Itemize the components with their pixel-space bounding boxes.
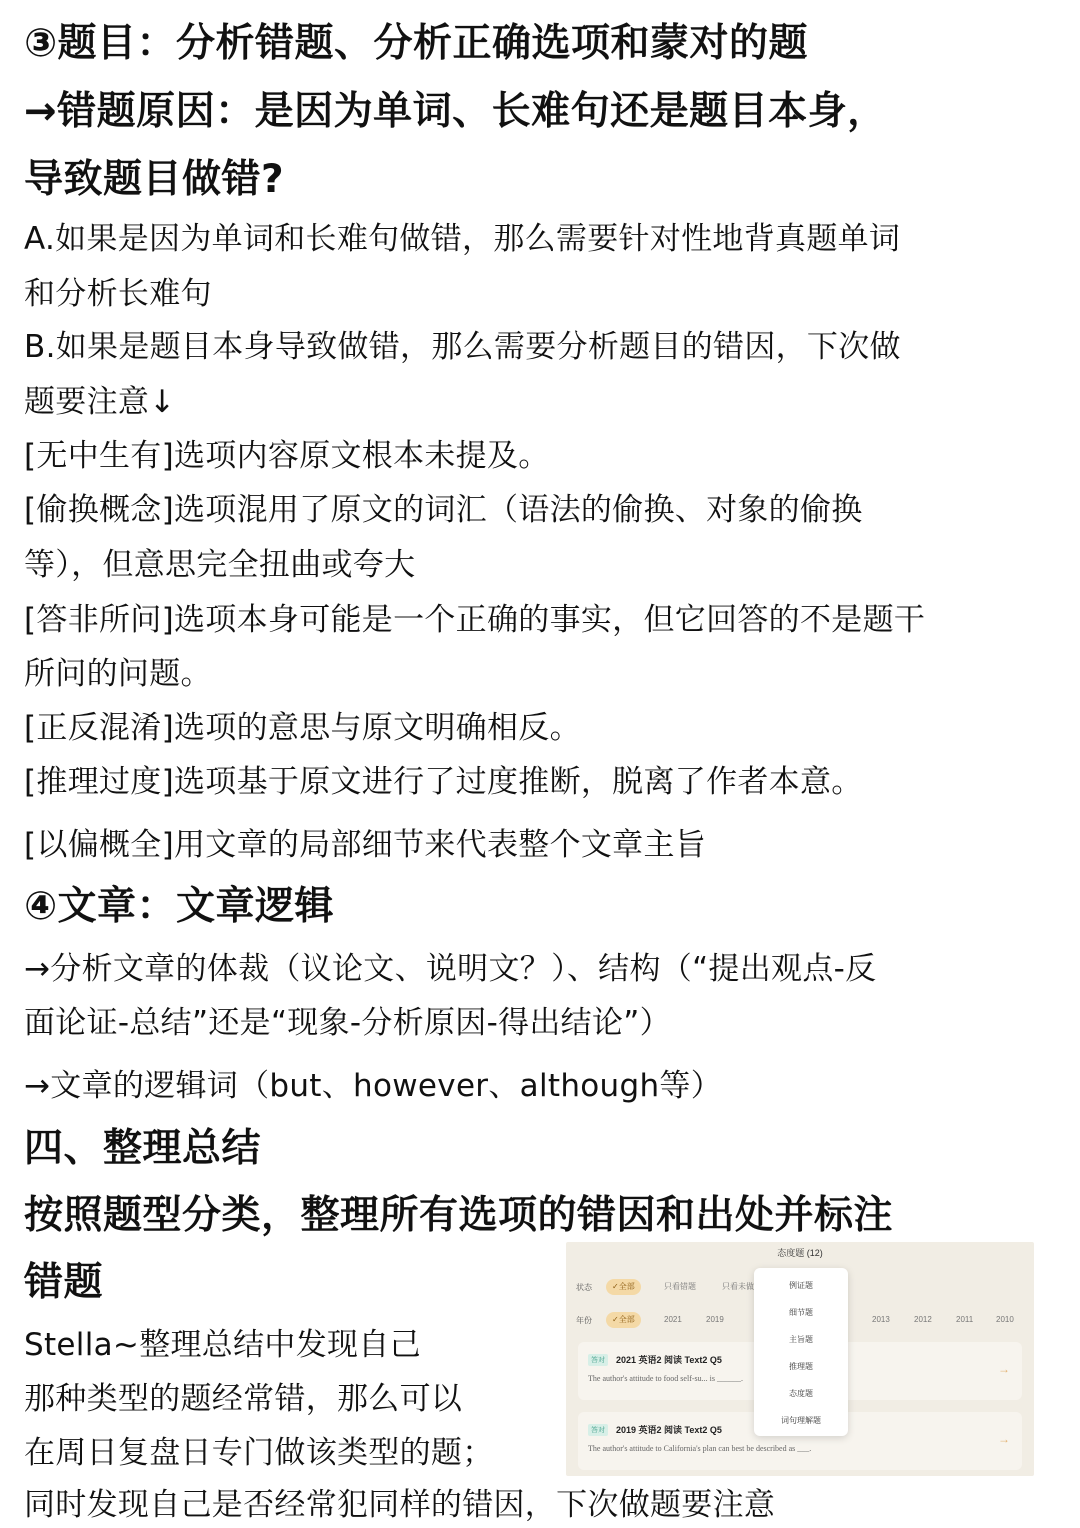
error-type-2: [偷换概念]选项混用了原文的词汇（语法的偷换、对象的偷换 [24,492,863,528]
error-type-2-cont: 等），但意思完全扭曲或夸大 [24,547,416,583]
error-type-3: [答非所问]选项本身可能是一个正确的事实，但它回答的不是题干 [24,602,926,638]
menu-item-example[interactable]: 例证题 [789,1281,813,1290]
error-type-1: [无中生有]选项内容原文根本未提及。 [24,438,550,474]
question-type-dropdown [754,1268,848,1436]
error-type-5: [推理过度]选项基于原文进行了过度推断，脱离了作者本意。 [24,764,863,800]
year-chip-2013[interactable]: 2013 [872,1315,890,1324]
year-chip-2012[interactable]: 2012 [914,1315,932,1324]
year-chip-2010[interactable]: 2010 [996,1315,1014,1324]
article-point-2: →文章的逻辑词（but、however、although等） [24,1068,723,1104]
point-b: B.如果是题目本身导致做错，那么需要分析题目的错因，下次做 [24,329,901,365]
menu-item-main-idea[interactable]: 主旨题 [789,1335,813,1344]
point-b-cont: 题要注意↓ [24,384,176,420]
status-badge: 答对 [588,1424,608,1436]
summary-line-1: 按照题型分类，整理所有选项的错因和出处并标注 [24,1193,894,1238]
error-type-4: [正反混淆]选项的意思与原文明确相反。 [24,710,581,746]
question-text: The author's attitude to California's plan can best be described as ___. [588,1444,812,1453]
arrow-right-icon[interactable]: → [998,1362,1010,1376]
question-title: 2019 英语2 阅读 Text2 Q5 [616,1425,722,1435]
year-chip-2011[interactable]: 2011 [956,1315,974,1324]
menu-item-detail[interactable]: 细节题 [789,1308,813,1317]
question-title: 2021 英语2 阅读 Text2 Q5 [616,1355,722,1365]
stella-line-2: 那种类型的题经常错，那么可以 [24,1381,463,1417]
stella-line-1: Stella~整理总结中发现自己 [24,1327,421,1363]
heading-3-topic: ③题目：分析错题、分析正确选项和蒙对的题 [24,21,809,66]
status-badge: 答对 [588,1354,608,1366]
status-chip-undone[interactable]: 只看未做 [722,1282,754,1291]
filter-title[interactable]: 态度题 (12) [777,1248,823,1258]
heading-4-article: ④文章：文章逻辑 [24,884,335,929]
heading-summary: 四、整理总结 [24,1126,262,1171]
menu-item-vocab[interactable]: 词句理解题 [781,1416,821,1425]
point-a: A.如果是因为单词和长难句做错，那么需要针对性地背真题单词 [24,221,901,257]
arrow-right-icon[interactable]: → [998,1432,1010,1446]
status-chip-all[interactable]: ✓全部 [606,1279,641,1295]
heading-error-reason: →错题原因：是因为单词、长难句还是题目本身， [24,89,887,134]
year-chip-2021[interactable]: 2021 [664,1315,682,1324]
year-chip-all[interactable]: ✓全部 [606,1312,641,1328]
error-type-6: [以偏概全]用文章的局部细节来代表整个文章主旨 [24,827,707,863]
menu-item-attitude[interactable]: 态度题 [789,1389,813,1398]
app-screenshot [566,1242,1034,1476]
stella-line-3: 在周日复盘日专门做该类型的题； [24,1435,494,1471]
menu-item-inference[interactable]: 推理题 [789,1362,813,1371]
article-point-1: →分析文章的体裁（议论文、说明文？）、结构（“提出观点-反 [24,951,877,987]
stella-line-4: 同时发现自己是否经常犯同样的错因，下次做题要注意 [24,1487,776,1523]
status-chip-wrong[interactable]: 只看错题 [664,1282,696,1291]
error-type-3-cont: 所问的问题。 [24,656,212,692]
status-label: 状态 [576,1283,592,1292]
year-chip-2019[interactable]: 2019 [706,1315,724,1324]
year-label: 年份 [576,1316,592,1325]
article-point-1-cont: 面论证-总结”还是“现象-分析原因-得出结论”） [24,1005,671,1041]
summary-line-2: 错题 [24,1260,104,1305]
heading-error-reason-cont: 导致题目做错? [24,157,285,202]
point-a-cont: 和分析长难句 [24,276,212,312]
question-text: The author's attitude to food self-su... is ______. [588,1374,743,1383]
